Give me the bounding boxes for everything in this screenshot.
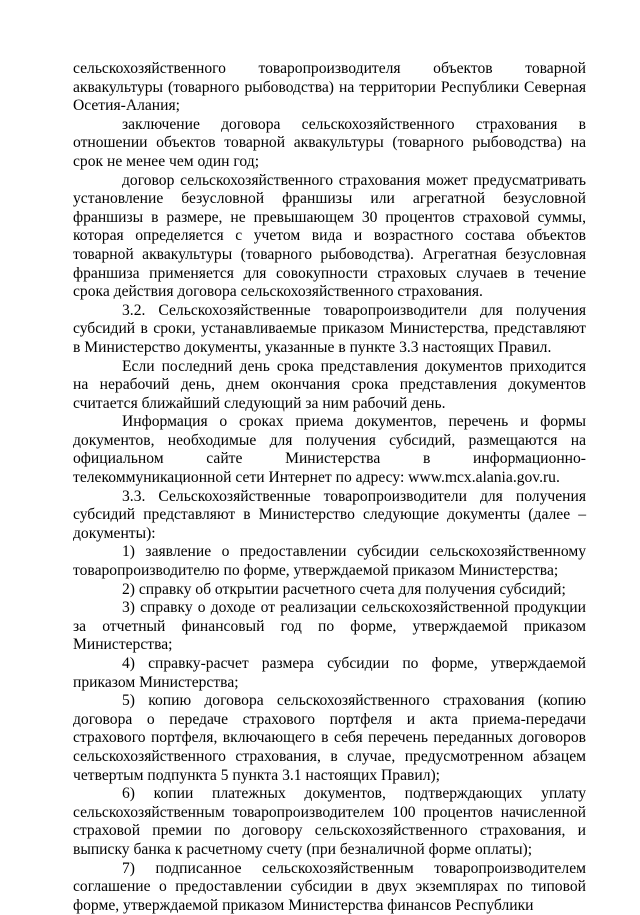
paragraph: 6) копии платежных документов, подтверждающих уплату сельскохозяйственным товаропроизводителем 100 процентов начисленной страховой премии по договору сельскохозяйственного страхования, и выписку банка к расчетному счету (при безналичной форме оплаты); bbox=[73, 785, 586, 858]
paragraph: Информация о сроках приема документов, перечень и формы документов, необходимые для получения субсидий, размещаются на официальном сайте Министерства в информационно-телекоммуникационной сети Интернет по адресу: www.mcx.alania.gov.ru. bbox=[73, 413, 586, 487]
paragraph: 7) подписанное сельскохозяйственным товаропроизводителем соглашение о предоставлении субсидии в двух экземплярах по типовой форме, утверждаемой приказом Министерства финансов Республики bbox=[73, 859, 586, 914]
paragraph: 3.3. Сельскохозяйственные товаропроизводители для получения субсидий представляют в Министерство следующие документы (далее – документы): bbox=[73, 487, 586, 542]
paragraph: Если последний день срока представления документов приходится на нерабочий день, днем окончания срока представления документов считается ближайший следующий за ним рабочий день. bbox=[73, 357, 586, 412]
paragraph: 5) копию договора сельскохозяйственного страхования (копию договора о передаче страхового портфеля и акта приема-передачи страхового портфеля, включающего в себя перечень переданных договоров сельскохозяйственного страхования, в случае, предусмотренном абзацем четвертым подпункта 5 пункта 3.1 настоящих Правил); bbox=[73, 692, 586, 784]
paragraph: 3) справку о доходе от реализации сельскохозяйственной продукции за отчетный финансовый год по форме, утверждаемой приказом Министерства; bbox=[73, 599, 586, 654]
paragraph: 4) справку-расчет размера субсидии по форме, утверждаемой приказом Министерства; bbox=[73, 655, 586, 691]
paragraph: 2) справку об открытии расчетного счета для получения субсидий; bbox=[122, 580, 566, 598]
paragraph: 1) заявление о предоставлении субсидии сельскохозяйственному товаропроизводителю по форме, утверждаемой приказом Министерства; bbox=[73, 543, 586, 580]
paragraph: 3.2. Сельскохозяйственные товаропроизводители для получения субсидий в сроки, устанавливаемые приказом Министерства, представляют в Министерство документы, указанные в пункте 3.3 настоящих Правил. bbox=[73, 301, 586, 356]
paragraph: сельскохозяйственного товаропроизводителя объектов товарной аквакультуры (товарного рыбоводства) на территории Республики Северная Осетия-Алания; bbox=[73, 60, 586, 115]
paragraph: заключение договора сельскохозяйственного страхования в отношении объектов товарной аквакультуры (товарного рыбоводства) на срок не менее чем один год; bbox=[73, 115, 586, 170]
paragraph: договор сельскохозяйственного страхования может предусматривать установление безусловной франшизы или агрегатной безусловной франшизы в размере, не превышающем 30 процентов страховой суммы, которая определяется с учетом вида и возрастного состава объектов товарной аквакультуры (товарного рыбоводства). Агрегатная безусловная франшиза применяется для совокупности страховых случаев в течение срока действия договора сельскохозяйственного страхования. bbox=[73, 171, 586, 301]
